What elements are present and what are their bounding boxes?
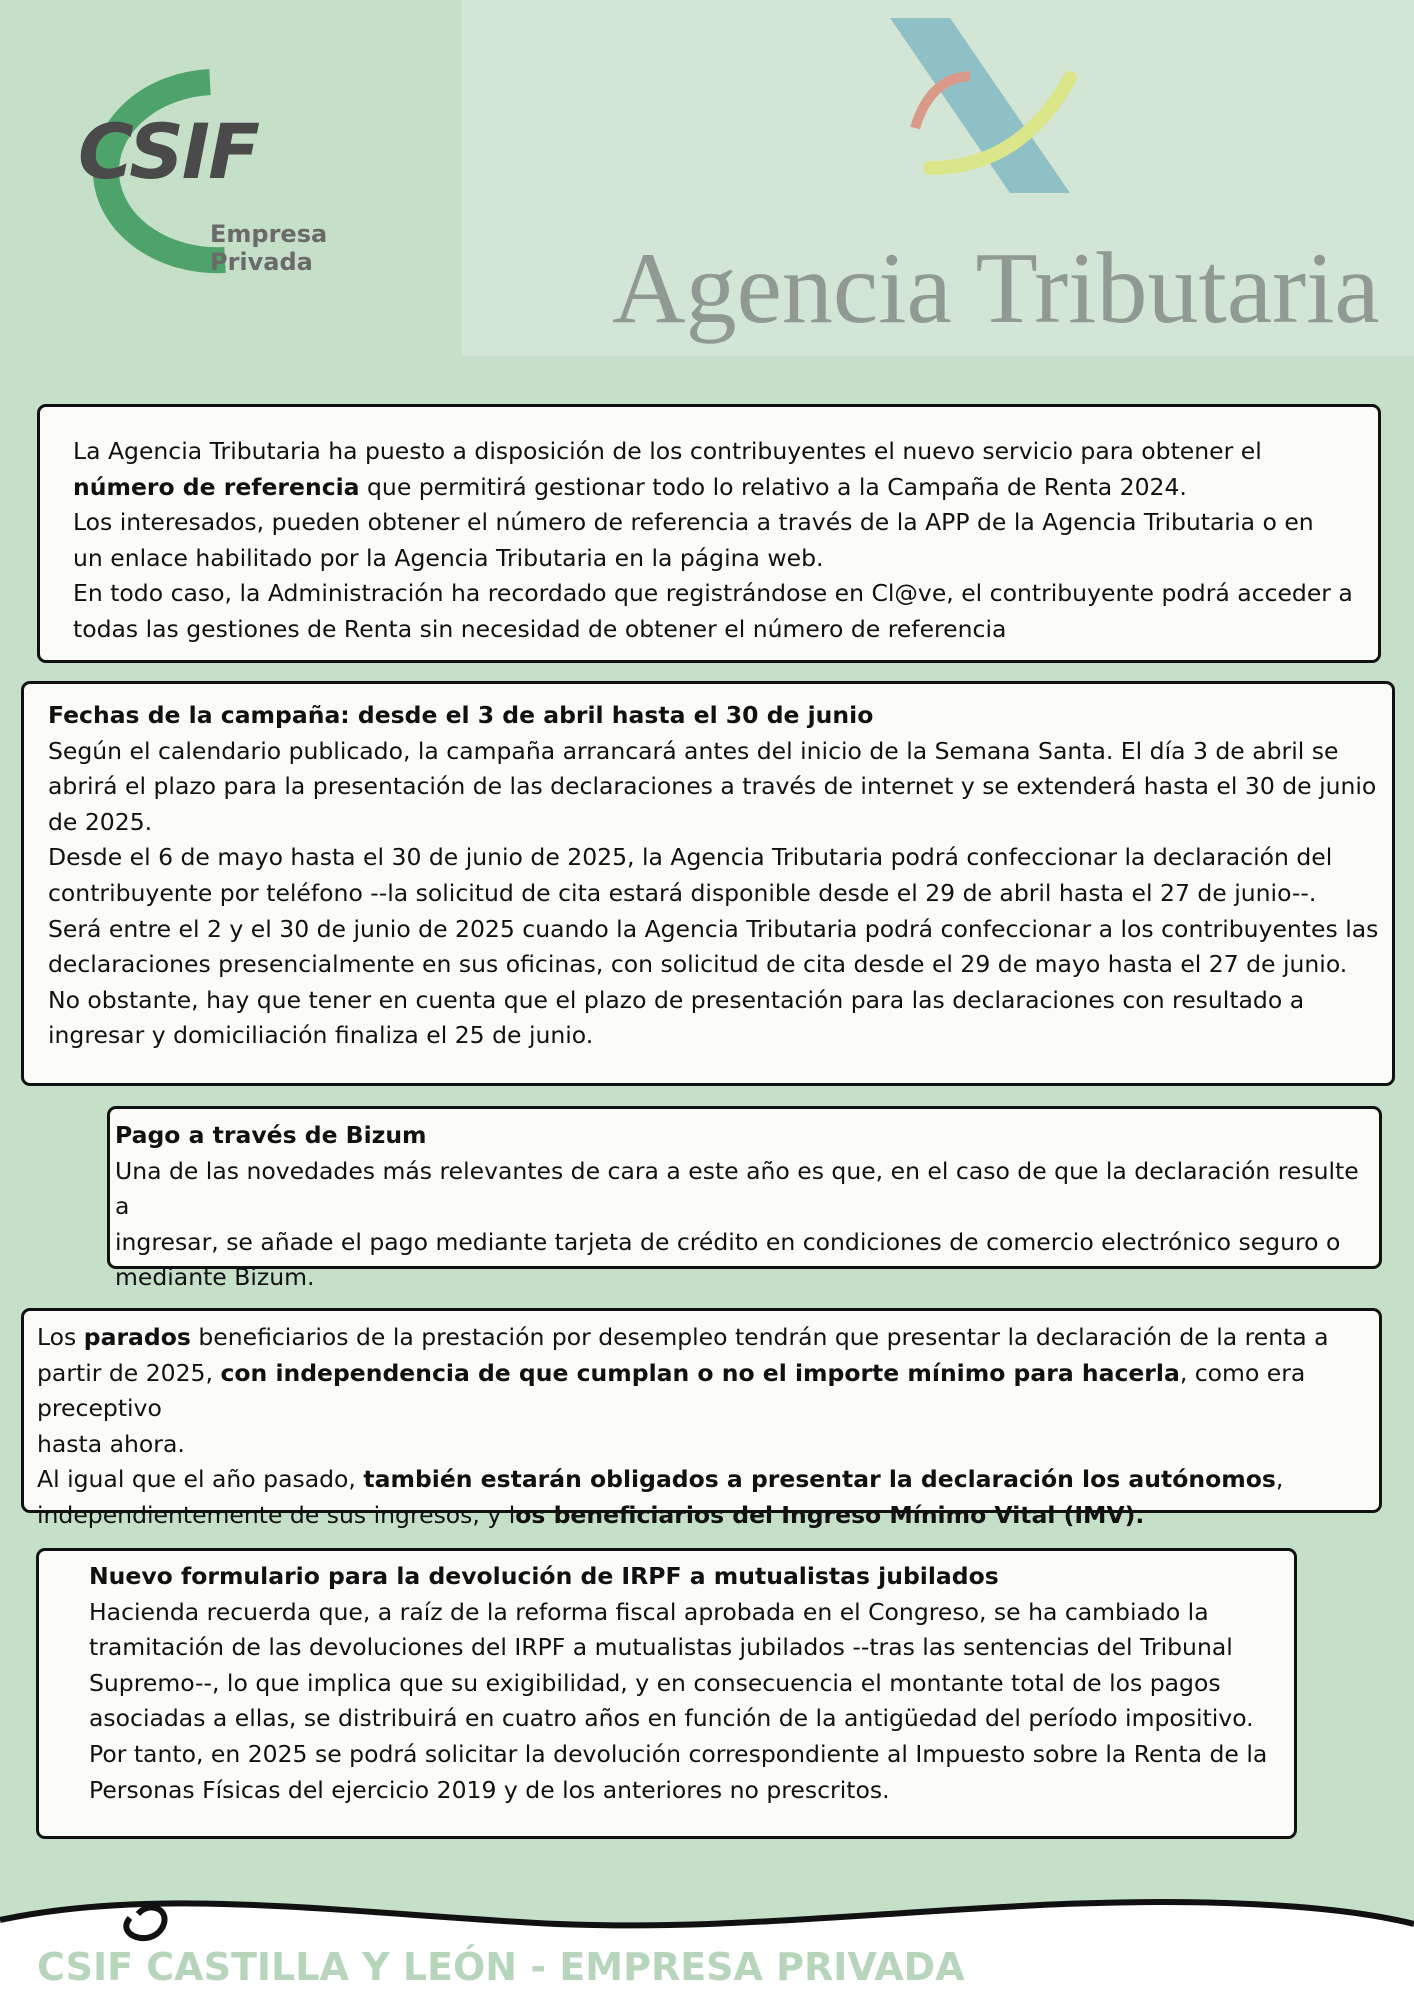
agencia-tributaria-emblem-icon [870,18,1100,208]
section-title: Nuevo formulario para la devolución de IRPF a mutualistas jubilados [89,1562,999,1590]
csif-logo-text: CSIF [78,107,258,196]
paragraph-text: partir de 2025, [37,1358,221,1387]
paragraph-line: Hacienda recuerda que, a raíz de la reforma fiscal aprobada en el Congreso, se ha cambiado la [89,1597,1209,1626]
paragraph-line: asociadas a ellas, se distribuirá en cuatro años en función de la antigüedad del período impositivo. [89,1704,1254,1733]
paragraph-line: todas las gestiones de Renta sin necesidad de obtener el número de referencia [73,614,1007,643]
paragraph-line [37,1498,1371,1534]
paragraph-line: Personas Físicas del ejercicio 2019 y de los anteriores no prescritos. [89,1775,890,1804]
paragraph-text: que permitirá gestionar todo lo relativo a la Campaña de Renta 2024. [359,472,1187,501]
highlight-text: también estarán obligados a presentar la declaración los autónomos [363,1465,1276,1494]
highlight-text: con independencia de que cumplan o no el importe mínimo para hacerla [220,1358,1180,1387]
paragraph-line: No obstante, hay que tener en cuenta que el plazo de presentación para las declaraciones con resultado a [48,985,1305,1014]
paragraph-line: La Agencia Tributaria ha puesto a disposición de los contribuyentes el nuevo servicio para obtener el [73,437,1262,465]
paragraph-line [73,470,1358,506]
fechas-campana-box [21,681,1395,1086]
highlight-text: parados [83,1323,191,1351]
paragraph-line: Desde el 6 de mayo hasta el 30 de junio de 2025, la Agencia Tributaria podrá confeccionar la declaración del [48,843,1333,872]
paragraph-text: beneficiarios de la prestación por desempleo tendrán que presentar la declaración de la renta a [190,1323,1329,1351]
paragraph-line: Por tanto, en 2025 se podrá solicitar la devolución correspondiente al Impuesto sobre la Renta de la [89,1739,1268,1768]
footer-title: CSIF CASTILLA Y LEÓN - EMPRESA PRIVADA [37,1945,965,1989]
numero-referencia-box [37,404,1381,663]
csif-logo [10,60,430,290]
paragraph-line: abrirá el plazo para la presentación de las declaraciones a través de internet y se extenderá hasta el 30 de junio [48,772,1377,801]
highlight-text: os beneficiarios del Ingreso Mínimo Vital (IMV). [515,1500,1145,1529]
paragraph-line: En todo caso, la Administración ha recordado que registrándose en Cl@ve, el contribuyente podrá acceder a [73,579,1353,608]
devolucion-irpf-mutualistas-box [36,1548,1297,1839]
paragraph-line: Será entre el 2 y el 30 de junio de 2025 cuando la Agencia Tributaria podrá confeccionar a los contribuyentes las [48,914,1379,943]
paragraph-line: Los interesados, pueden obtener el número de referencia a través de la APP de la Agencia Tributaria o en [73,508,1314,537]
paragraph-line: tramitación de las devoluciones del IRPF a mutualistas jubilados --tras las sentencias del Tribunal [89,1633,1233,1662]
paragraph-line [37,1356,1371,1427]
highlight-text: número de referencia [73,472,360,501]
paragraph-line: Una de las novedades más relevantes de cara a este año es que, en el caso de que la declaración resulte a [115,1156,1359,1221]
section-title: Fechas de la campaña: desde el 3 de abril hasta el 30 de junio [48,701,874,729]
paragraph-text: , [1275,1465,1284,1494]
paragraph-line: hasta ahora. [37,1429,185,1458]
paragraph-line: ingresar y domiciliación finaliza el 25 de junio. [48,1021,594,1050]
paragraph-line: contribuyente por teléfono --la solicitud de cita estará disponible desde el 29 de abril hasta el 27 de junio--. [48,878,1317,907]
paragraph-line [37,1462,1371,1498]
paragraph-text: Al igual que el año pasado, [37,1465,364,1494]
paragraph-line: Supremo--, lo que implica que su exigibilidad, y en consecuencia el montante total de los pagos [89,1668,1221,1697]
paragraph-line: mediante Bizum. [115,1263,315,1292]
paragraph-text: Los [37,1323,84,1351]
paragraph-line: declaraciones presencialmente en sus oficinas, con solicitud de cita desde el 29 de mayo hasta el 27 de junio. [48,950,1348,979]
paragraph-line: un enlace habilitado por la Agencia Tributaria en la página web. [73,543,824,572]
paragraph-text: , como era preceptivo [37,1358,1306,1423]
pago-bizum-box [107,1106,1382,1292]
obligados-declarar-box [21,1308,1382,1529]
csif-logo-subtitle: Empresa Privada [210,220,328,276]
paragraph-line: de 2025. [48,807,153,836]
paragraph-line [37,1320,1371,1356]
agencia-tributaria-logo-text: Agencia Tributaria [612,232,1380,345]
section-title: Pago a través de Bizum [115,1121,427,1149]
paragraph-line: ingresar, se añade el pago mediante tarjeta de crédito en condiciones de comercio electrónico seguro o [115,1227,1341,1256]
paragraph-text: independientemente de sus ingresos, y l [37,1500,516,1529]
paragraph-line: Según el calendario publicado, la campaña arrancará antes del inicio de la Semana Santa. El día 3 de abril se [48,736,1339,765]
